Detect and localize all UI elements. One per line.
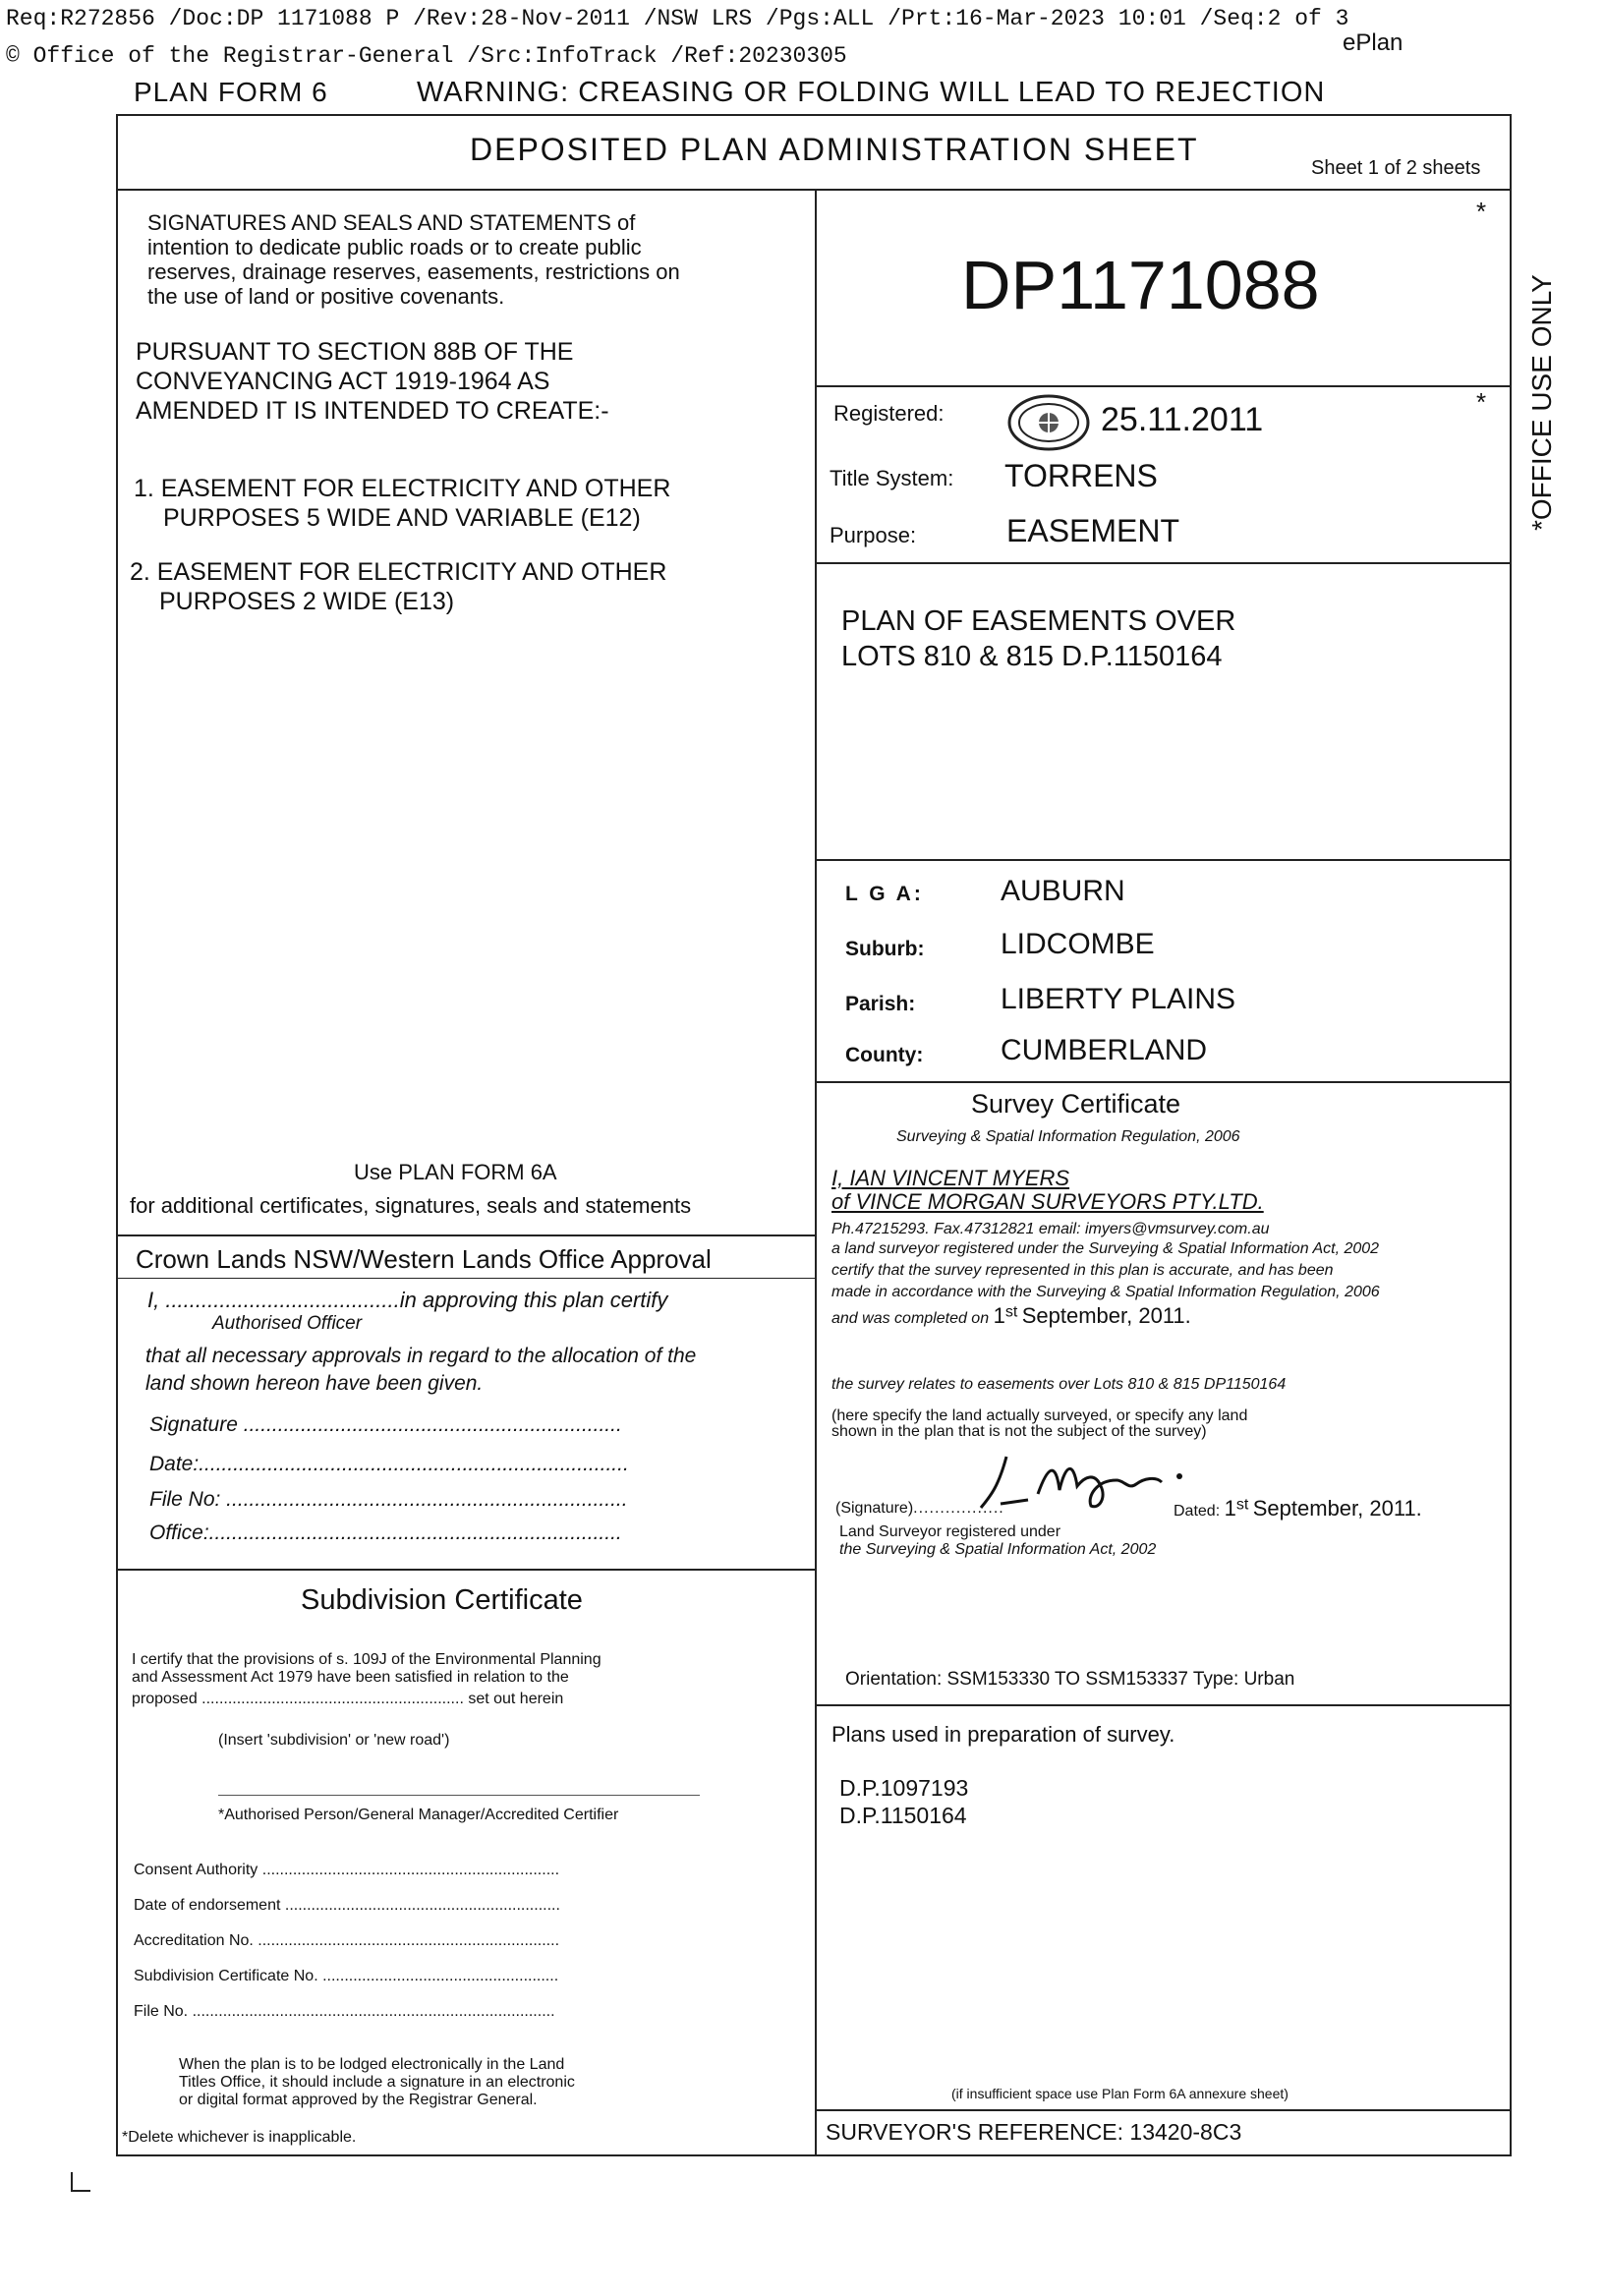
subdivision-authorised: *Authorised Person/General Manager/Accredited Certifier [218, 1807, 619, 1823]
dp-box-bottom [816, 385, 1512, 387]
survey-completed-day: 1 [993, 1303, 1005, 1328]
eplan-label: ePlan [1343, 29, 1404, 56]
survey-here-1: (here specify the land actually surveyed, or specify any land [831, 1407, 1248, 1424]
subdivision-cert-no-field: Subdivision Certificate No. ...................................................... [134, 1968, 559, 1984]
plan-of-easements-1: PLAN OF EASEMENTS OVER [841, 605, 1236, 637]
plan-of-box-bottom [816, 859, 1512, 861]
suburb-label: Suburb: [845, 938, 925, 960]
lga-box-bottom [816, 1081, 1512, 1083]
registrar-seal-icon [1006, 393, 1091, 452]
signature-label: (Signature)................. [835, 1500, 1004, 1517]
warning-label: WARNING: CREASING OR FOLDING WILL LEAD TO REJECTION [417, 77, 1326, 108]
survey-completed-sup: st [1004, 1303, 1018, 1321]
survey-completed-rest: September, 2011. [1021, 1303, 1191, 1328]
survey-completed-prefix: and was completed on [831, 1310, 990, 1327]
survey-certificate-title: Survey Certificate [971, 1089, 1181, 1119]
surveyor-reference: SURVEYOR'S REFERENCE: 13420-8C3 [826, 2119, 1242, 2145]
survey-completed [831, 1303, 1191, 1329]
consent-authority-field: Consent Authority .................................................................... [134, 1862, 560, 1878]
survey-relates: the survey relates to easements over Lots 810 & 815 DP1150164 [831, 1376, 1287, 1393]
crown-authorised-officer: Authorised Officer [212, 1313, 363, 1334]
asterisk-top: * [1476, 197, 1487, 226]
asterisk-registered: * [1476, 387, 1487, 417]
subdivision-title: Subdivision Certificate [301, 1584, 583, 1616]
plans-used-title: Plans used in preparation of survey. [831, 1722, 1175, 1747]
center-divider [815, 189, 817, 2156]
parish-label: Parish: [845, 993, 916, 1015]
crown-that-1: that all necessary approvals in regard to the allocation of the [145, 1345, 697, 1367]
sig-heading-2: intention to dedicate public roads or to create public [147, 235, 642, 259]
survey-here-2: shown in the plan that is not the subject of the survey) [831, 1423, 1207, 1440]
insufficient-space-note: (if insufficient space use Plan Form 6A annexure sheet) [951, 2086, 1289, 2101]
easement-item-2b: PURPOSES 2 WIDE (E13) [159, 588, 455, 615]
crown-i-line: I, .......................................in approving this plan certify [147, 1288, 668, 1312]
crown-title: Crown Lands NSW/Western Lands Office Approval [136, 1244, 712, 1274]
survey-body-3: made in accordance with the Surveying & Spatial Information Regulation, 2006 [831, 1284, 1380, 1300]
land-surveyor-1: Land Surveyor registered under [839, 1523, 1061, 1540]
endorsement-date-field: Date of endorsement ............................................................... [134, 1897, 560, 1914]
survey-regulation: Surveying & Spatial Information Regulation, 2006 [896, 1128, 1240, 1145]
subdivision-certify-1: I certify that the provisions of s. 109J of the Environmental Planning [132, 1651, 602, 1668]
crown-title-underline [116, 1278, 816, 1279]
county-value: CUMBERLAND [1001, 1034, 1208, 1066]
orientation: Orientation: SSM153330 TO SSM153337 Type: Urban [845, 1669, 1295, 1690]
title-system-label: Title System: [830, 466, 954, 490]
use-plan-form-6a: Use PLAN FORM 6A [354, 1160, 557, 1184]
sig-heading-3: reserves, drainage reserves, easements, restrictions on [147, 259, 680, 284]
crown-file-field: File No: ...................................................................... [149, 1488, 628, 1511]
easement-item-1a: 1. EASEMENT FOR ELECTRICITY AND OTHER [134, 475, 671, 502]
sig-heading-4: the use of land or positive covenants. [147, 284, 505, 309]
plan-used-1: D.P.1097193 [839, 1775, 969, 1801]
subdivision-authorised-line [218, 1795, 700, 1796]
electronic-note-2: Titles Office, it should include a signature in an electronic [179, 2074, 575, 2091]
header-line-1: Req:R272856 /Doc:DP 1171088 P /Rev:28-Nov-2011 /NSW LRS /Pgs:ALL /Prt:16-Mar-2023 10:01 /Seq:2 of 3 [6, 6, 1349, 31]
plan-of-easements-2: LOTS 810 & 815 D.P.1150164 [841, 641, 1223, 672]
dated-label: Dated: [1174, 1503, 1221, 1520]
purpose-label: Purpose: [830, 523, 917, 547]
sheet-count: Sheet 1 of 2 sheets [1311, 157, 1481, 179]
electronic-note-3: or digital format approved by the Registrar General. [179, 2092, 538, 2108]
delete-note: *Delete whichever is inapplicable. [122, 2129, 357, 2146]
dated-rest: September, 2011. [1252, 1496, 1422, 1521]
pursuant-3: AMENDED IT IS INTENDED TO CREATE:- [136, 397, 609, 425]
title-divider [116, 189, 1512, 191]
header-line-2: © Office of the Registrar-General /Src:InfoTrack /Ref:20230305 [6, 43, 847, 69]
easement-item-2a: 2. EASEMENT FOR ELECTRICITY AND OTHER [130, 558, 667, 586]
easement-item-1b: PURPOSES 5 WIDE AND VARIABLE (E12) [163, 504, 641, 532]
registration-box-bottom [816, 562, 1512, 564]
registered-label: Registered: [833, 401, 945, 426]
survey-box-bottom [816, 1704, 1512, 1706]
title-system-value: TORRENS [1004, 458, 1158, 493]
office-use-only-label [1526, 236, 1566, 531]
sheet-title: DEPOSITED PLAN ADMINISTRATION SHEET [470, 132, 1199, 167]
dated-day: 1 [1224, 1496, 1236, 1521]
subdivision-file-field: File No. ................................................................................... [134, 2003, 555, 2020]
land-surveyor-2: the Surveying & Spatial Information Act, 2002 [839, 1541, 1157, 1558]
crown-divider-top [116, 1234, 816, 1236]
county-label: County: [845, 1044, 924, 1066]
pursuant-2: CONVEYANCING ACT 1919-1964 AS [136, 368, 550, 395]
lga-value: AUBURN [1001, 875, 1125, 907]
dp-number: DP1171088 [961, 247, 1320, 323]
registered-date: 25.11.2011 [1101, 401, 1264, 438]
plan-form-label: PLAN FORM 6 [134, 77, 328, 107]
sig-heading-1: SIGNATURES AND SEALS AND STATEMENTS of [147, 210, 636, 235]
survey-body-2: certify that the survey represented in this plan is accurate, and has been [831, 1262, 1334, 1279]
plan-used-2: D.P.1150164 [839, 1803, 967, 1828]
subdivision-insert: (Insert 'subdivision' or 'new road') [218, 1732, 450, 1749]
plans-used-box-bottom [816, 2109, 1512, 2111]
accreditation-field: Accreditation No. ..................................................................... [134, 1932, 560, 1949]
pursuant-1: PURSUANT TO SECTION 88B OF THE [136, 338, 574, 366]
surveyor-name: I, IAN VINCENT MYERS [831, 1166, 1070, 1190]
office-use-only-text: *OFFICE USE ONLY [1526, 274, 1557, 531]
purpose-value: EASEMENT [1006, 513, 1180, 548]
survey-body-1: a land surveyor registered under the Surveying & Spatial Information Act, 2002 [831, 1240, 1380, 1257]
surveyor-contact: Ph.47215293. Fax.47312821 email: imyers@vmsurvey.com.au [831, 1221, 1270, 1237]
crown-that-2: land shown hereon have been given. [145, 1372, 484, 1395]
corner-mark [71, 2172, 90, 2192]
surveyor-company: of VINCE MORGAN SURVEYORS PTY.LTD. [831, 1189, 1264, 1214]
lga-label: L G A: [845, 883, 924, 905]
parish-value: LIBERTY PLAINS [1001, 983, 1236, 1015]
signature-label-text: (Signature) [835, 1500, 914, 1517]
crown-office-field: Office:........................................................................ [149, 1521, 622, 1544]
dated-sup: st [1235, 1496, 1249, 1514]
crown-date-field: Date:........................................................................... [149, 1453, 629, 1475]
subdivision-certify-2: and Assessment Act 1979 have been satisfied in relation to the [132, 1669, 569, 1686]
additional-certificates: for additional certificates, signatures, seals and statements [130, 1193, 692, 1218]
subdivision-proposed: proposed ............................................................ set out herein [132, 1691, 564, 1707]
subdivision-divider-top [116, 1569, 816, 1571]
dated-field [1174, 1496, 1422, 1521]
suburb-value: LIDCOMBE [1001, 928, 1155, 960]
electronic-note-1: When the plan is to be lodged electronically in the Land [179, 2056, 565, 2073]
crown-signature-field: Signature .................................................................. [149, 1413, 622, 1436]
